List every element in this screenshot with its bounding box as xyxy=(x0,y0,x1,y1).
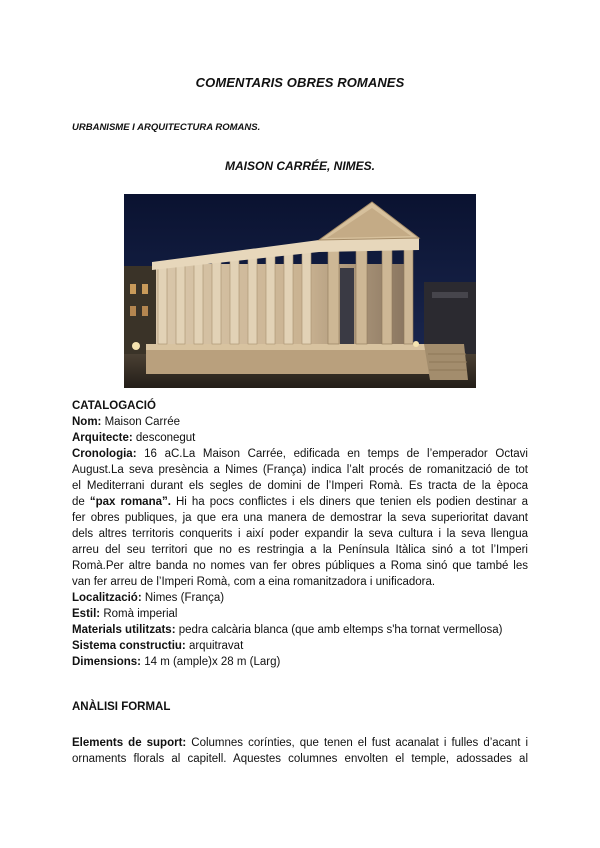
materials-label: Materials utilitzats: xyxy=(72,624,176,636)
arquitecte-value: desconegut xyxy=(132,432,196,444)
section-heading: URBANISME I ARQUITECTURA ROMANS. xyxy=(72,122,261,133)
catalog-sistema xyxy=(72,638,528,654)
suport-label: Elements de suport: xyxy=(72,737,187,749)
nom-label: Nom: xyxy=(72,416,102,428)
catalog-section xyxy=(72,398,528,670)
document-subtitle: MAISON CARRÉE, NIMES. xyxy=(224,159,375,173)
estil-label: Estil: xyxy=(72,608,101,620)
suport-line-2: ornaments florals al capitell. Aquestes columnes envolten el temple, adossades al xyxy=(72,753,528,765)
sistema-value: arquitravat xyxy=(185,640,244,652)
cronologia-text-4a: de xyxy=(72,496,90,508)
catalog-materials xyxy=(72,622,528,638)
dimensions-value: 14 m (ample)x 28 m (Larg) xyxy=(141,656,281,668)
analysis-heading: ANÀLISI FORMAL xyxy=(72,701,171,713)
catalog-localitzacio xyxy=(72,590,528,606)
localitzacio-label: Localització: xyxy=(72,592,142,604)
sistema-label: Sistema constructiu: xyxy=(72,640,186,652)
cronologia-line-6: dels altres territoris conquerits i així poder expandir la seva cultura i la seva llengua xyxy=(72,528,528,540)
cronologia-line-2: August.La seva presència a Nimes (França) indica l’alt procés de romanització de tot xyxy=(72,464,528,476)
cronologia-line-7: arreu del seu territori que no es restringia a la Península Itàlica sinó a tot l’Imperi xyxy=(72,544,528,556)
materials-value: pedra calcària blanca (que amb eltemps s'ha tornat vermellosa) xyxy=(175,624,503,636)
temple-illustration xyxy=(124,194,476,388)
dimensions-label: Dimensions: xyxy=(72,656,142,668)
maison-carree-photo xyxy=(124,194,476,388)
cronologia-line-4 xyxy=(72,494,528,510)
nom-value: Maison Carrée xyxy=(101,416,181,428)
cronologia-line-3: el Mediterrani durant els segles de domini de l’Imperi Romà. Es tracta de la època xyxy=(72,480,528,492)
suport-line-1 xyxy=(72,735,528,751)
localitzacio-value: Nimes (França) xyxy=(141,592,225,604)
cronologia-line-1 xyxy=(72,446,528,462)
cronologia-line-8: Romà.Per altre banda no nomes van fer obres públiques a Roma sinó que també les xyxy=(72,560,528,572)
catalog-heading: CATALOGACIÓ xyxy=(72,400,156,412)
cronologia-label: Cronologia: xyxy=(72,448,137,460)
suport-text-1: Columnes corínties, que tenen el fust acanalat i fulles d’acant i xyxy=(186,737,528,749)
cronologia-line-5: fer obres publiques, ja que era una manera de demostrar la seva superioritat davant xyxy=(72,512,528,524)
estil-value: Romà imperial xyxy=(100,608,178,620)
cronologia-line-9: van fer arreu de l’Imperi Romà, com a eina romanitzadora i unificadora. xyxy=(72,576,436,588)
catalog-arquitecte xyxy=(72,430,528,446)
cronologia-text-4b: Hi ha pocs conflictes i els diners que tenien els podien destinar a xyxy=(170,496,528,508)
pax-romana-term: “pax romana”. xyxy=(89,496,171,508)
document-title: COMENTARIS OBRES ROMANES xyxy=(195,75,405,90)
arquitecte-label: Arquitecte: xyxy=(72,432,133,444)
catalog-estil xyxy=(72,606,528,622)
catalog-nom xyxy=(72,414,528,430)
cronologia-text-1: 16 aC.La Maison Carrée, edificada en temps de l’emperador Octavi xyxy=(136,448,528,460)
analysis-section xyxy=(72,735,528,767)
catalog-dimensions xyxy=(72,654,528,670)
